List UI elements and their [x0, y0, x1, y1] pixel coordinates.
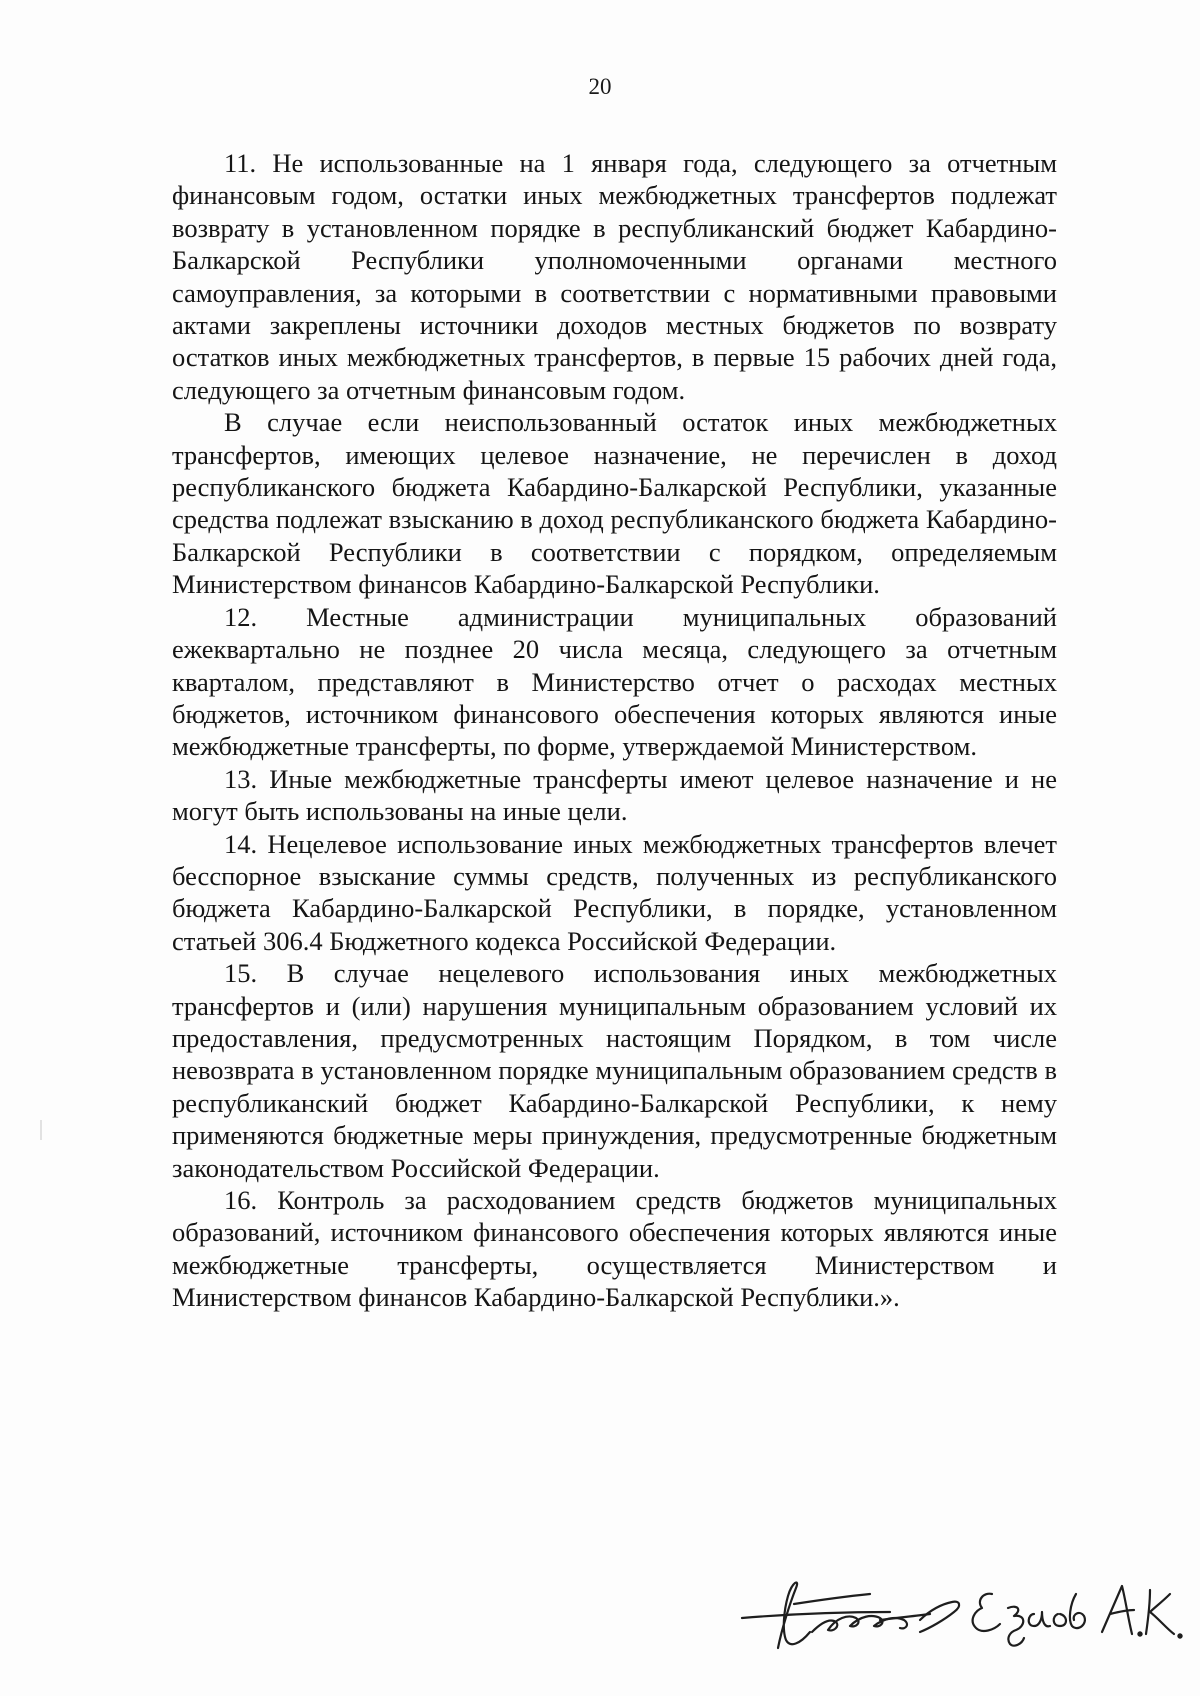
signature-drawing: [730, 1548, 1190, 1688]
paragraph-11: 11. Не использованные на 1 января года, следующего за отчетным финансовым годом, остатки иных межбюджетных трансфертов подлежат возврату в установленном порядке в республиканский бюджет Кабардино-Балкарской Республики уполномоченными органами местного самоуправления, за которыми в соответствии с нормативными правовыми актами закреплены источники доходов местных бюджетов по возврату остатков иных межбюджетных трансфертов, в первые 15 рабочих дней года, следующего за отчетным финансовым годом.: [172, 148, 1057, 405]
paragraph-14: 14. Нецелевое использование иных межбюджетных трансфертов влечет бесспорное взыскание суммы средств, полученных из республиканского бюджета Кабардино-Балкарской Республики, в порядке, установленном статьей 306.4 Бюджетного кодекса Российской Федерации.: [172, 828, 1057, 956]
page-number: 20: [588, 74, 612, 99]
scan-artifact: [40, 1120, 42, 1140]
handwritten-signature: [730, 1548, 1190, 1688]
paragraph-12: 12. Местные администрации муниципальных образований ежеквартально не позднее 20 числа месяца, следующего за отчетным кварталом, представляют в Министерство отчет о расходах местных бюджетов, источником финансового обеспечения которых являются иные межбюджетные трансферты, по форме, утверждаемой Министерством.: [172, 601, 1057, 762]
document-body: [172, 147, 1057, 1314]
paragraph-15: 15. В случае нецелевого использования иных межбюджетных трансфертов и (или) нарушения муниципальным образованием условий их предоставления, предусмотренных настоящим Порядком, в том числе невозврата в установленном порядке муниципальным образованием средств в республиканский бюджет Кабардино-Балкарской Республики, к нему применяются бюджетные меры принуждения, предусмотренные бюджетным законодательством Российской Федерации.: [172, 958, 1057, 1183]
paragraph-16: 16. Контроль за расходованием средств бюджетов муниципальных образований, источником финансового обеспечения которых являются иные межбюджетные трансферты, осуществляется Министерством и Министерством финансов Кабардино-Балкарской Республики.».: [172, 1185, 1057, 1313]
paragraph-11-continuation: В случае если неиспользованный остаток иных межбюджетных трансфертов, имеющих целевое назначение, не перечислен в доход республиканского бюджета Кабардино-Балкарской Республики, указанные средства подлежат взысканию в доход республиканского бюджета Кабардино-Балкарской Республики в соответствии с порядком, определяемым Министерством финансов Кабардино-Балкарской Республики.: [172, 407, 1057, 600]
paragraph-13: 13. Иные межбюджетные трансферты имеют целевое назначение и не могут быть использованы на иные цели.: [172, 763, 1057, 827]
